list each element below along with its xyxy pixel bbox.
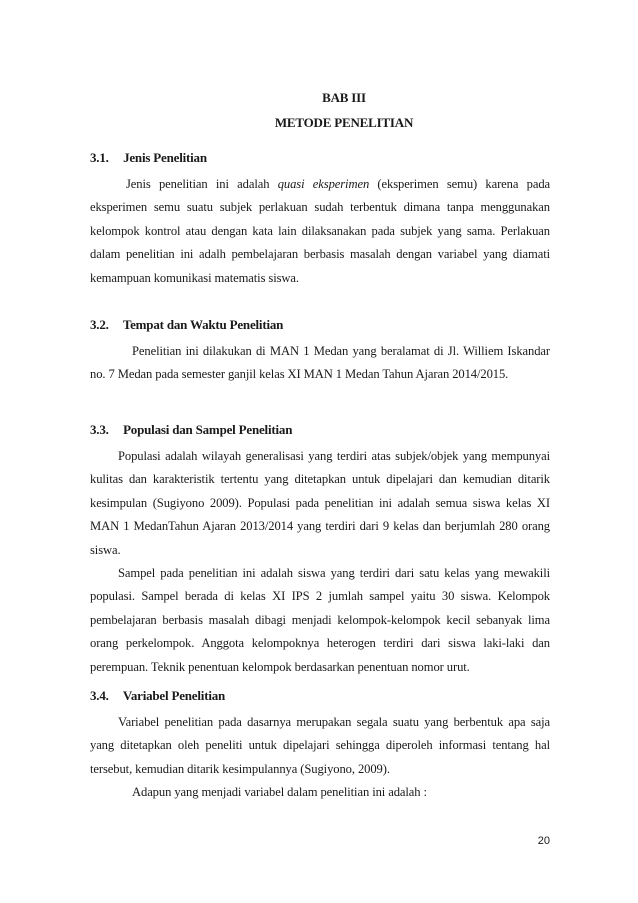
- section-number: 3.1.: [90, 150, 109, 165]
- paragraph-jenis-penelitian: [90, 173, 550, 290]
- section-title: Variabel Penelitian: [122, 688, 226, 703]
- section-heading-3-3: [90, 422, 292, 438]
- section-heading-3-1: [90, 150, 207, 166]
- section-title: Tempat dan Waktu Penelitian: [122, 317, 284, 332]
- chapter-number: BAB III: [322, 90, 366, 105]
- section-number: 3.4.: [90, 688, 109, 703]
- section-title: Populasi dan Sampel Penelitian: [123, 422, 293, 437]
- section-heading-3-4: [90, 688, 225, 704]
- chapter-title: METODE PENELITIAN: [274, 115, 414, 130]
- paragraph-tempat-waktu: Penelitian ini dilakukan di MAN 1 Medan yang beralamat di Jl. Williem Iskandar no. 7 Medan pada semester ganjil kelas XI MAN 1 Medan Tahun Ajaran 2014/2015.: [90, 344, 550, 382]
- paragraph-variabel-intro: Adapun yang menjadi variabel dalam penelitian ini adalah :: [132, 785, 427, 799]
- paragraph-variabel: Variabel penelitian pada dasarnya merupakan segala suatu yang berbentuk apa saja yang ditetapkan oleh peneliti untuk dipelajari sehingga diperoleh informasi tentang hal tersebut, kemudian ditarik kesimpulannya (Sugiyono, 2009).: [90, 715, 550, 776]
- paragraph-sampel: Sampel pada penelitian ini adalah siswa yang terdiri dari satu kelas yang mewakili populasi. Sampel berada di kelas XI IPS 2 jumlah sampel yaitu 30 siswa. Kelompok pembelajaran berbasis masalah dibagi menjadi kelompok-kelompok kecil sebanyak lima orang perkelompok. Anggota kelompoknya heterogen terdiri dari siswa laki-laki dan perempuan. Teknik penentuan kelompok berdasarkan penentuan nomor urut.: [90, 566, 550, 674]
- paragraph-populasi: Populasi adalah wilayah generalisasi yang terdiri atas subjek/objek yang mempunyai kulitas dan karakteristik tertentu yang ditetapkan untuk dipelajari dan kemudian ditarik kesimpulan (Sugiyono 2009). Populasi pada penelitian ini adalah semua siswa kelas XI MAN 1 MedanTahun Ajaran 2013/2014 yang terdiri dari 9 kelas dan berjumlah 280 orang siswa.: [90, 449, 550, 557]
- section-number: 3.2.: [90, 317, 109, 332]
- section-number: 3.3.: [90, 422, 109, 437]
- section-title: Jenis Penelitian: [123, 150, 207, 165]
- paragraph-text: (eksperimen semu) karena pada eksperimen semu suatu subjek perlakuan sudah terbentuk dimana tanpa menggunakan kelompok kontrol atau dengan kata lain dilaksanakan pada subjek yang sama. Perlakuan dalam penelitian ini adalh pembelajaran berbasis masalah dengan variabel yang diamati kemampuan komunikasi matematis siswa.: [90, 177, 551, 285]
- page-number: 20: [537, 835, 550, 847]
- section-heading-3-2: [90, 317, 283, 333]
- paragraph-text: Jenis penelitian ini adalah: [126, 177, 278, 191]
- italic-term: quasi eksperimen: [277, 177, 370, 191]
